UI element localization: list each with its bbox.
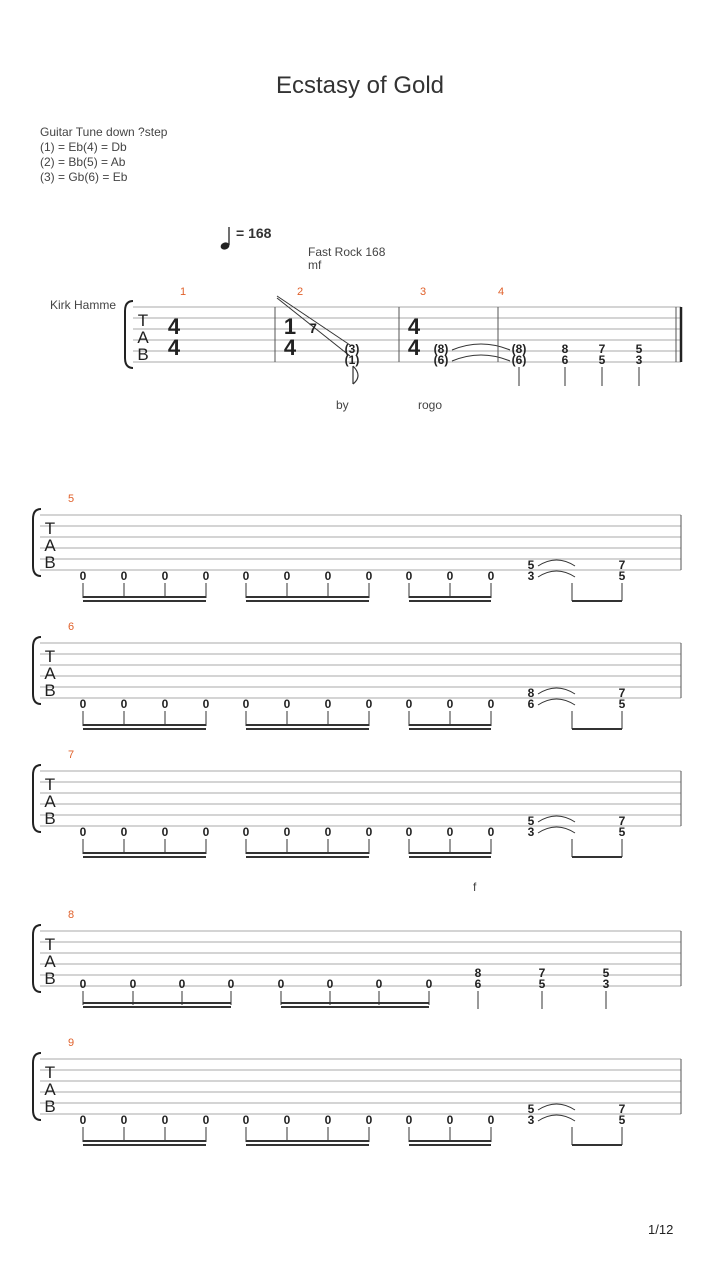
tab-note: 0 — [326, 977, 334, 991]
tab-note: 0 — [202, 825, 210, 839]
tab-note: (6) — [433, 353, 449, 367]
tab-note: 0 — [446, 1113, 454, 1127]
tab-note: 7 — [618, 814, 626, 828]
tab-note: 7 — [618, 686, 626, 700]
tab-note: 0 — [365, 697, 373, 711]
tie-arc — [538, 827, 575, 833]
tab-note: 0 — [324, 569, 332, 583]
clef-letter: T — [44, 935, 56, 954]
tab-note: 0 — [202, 697, 210, 711]
quarter-note-icon — [220, 227, 231, 251]
clef-letter: T — [44, 519, 56, 538]
tab-note: 0 — [283, 1113, 291, 1127]
staff-brace — [33, 1053, 41, 1120]
tab-note: 0 — [79, 697, 87, 711]
tab-note: 0 — [161, 825, 169, 839]
clef-letter: T — [44, 1063, 56, 1082]
tab-note: 5 — [538, 977, 546, 991]
tie-arc — [538, 560, 575, 566]
style-text: Fast Rock 168 — [308, 245, 386, 259]
clef-letter: T — [137, 311, 149, 330]
measure-number: 4 — [497, 286, 505, 298]
tab-note: 0 — [375, 977, 383, 991]
tuning-line: (2) = Bb(5) = Ab — [40, 155, 126, 169]
clef-letter: A — [137, 328, 149, 347]
tab-note: 0 — [324, 825, 332, 839]
tab-note: 0 — [120, 825, 128, 839]
tab-note: 0 — [202, 569, 210, 583]
page-number: 1/12 — [648, 1222, 674, 1237]
clef-letter: B — [44, 553, 56, 572]
tab-note: 5 — [598, 353, 606, 367]
tab-note: (3) — [344, 342, 360, 356]
tab-note: 6 — [474, 977, 482, 991]
tab-note: 0 — [446, 825, 454, 839]
tab-note: 0 — [446, 697, 454, 711]
tab-note: 3 — [602, 977, 610, 991]
tab-note: 3 — [527, 1113, 535, 1127]
tab-note: 0 — [120, 1113, 128, 1127]
staff-brace — [33, 637, 41, 704]
measure-number: 9 — [67, 1037, 75, 1049]
measure-number: 8 — [67, 909, 75, 921]
tab-note: 0 — [161, 697, 169, 711]
tab-note: 0 — [227, 977, 235, 991]
staff-brace — [125, 301, 133, 368]
tab-note: 5 — [527, 1102, 535, 1116]
tab-note: 0 — [365, 569, 373, 583]
clef-letter: A — [44, 664, 56, 683]
clef-letter: A — [44, 1080, 56, 1099]
tab-note: 0 — [242, 569, 250, 583]
tab-note: 0 — [79, 825, 87, 839]
tie-arc — [538, 1115, 575, 1121]
tab-note: 0 — [425, 977, 433, 991]
tab-note: 0 — [324, 1113, 332, 1127]
tab-note: 7 — [598, 342, 606, 356]
tab-note: 8 — [527, 686, 535, 700]
tab-note: 0 — [405, 569, 413, 583]
tab-note: 5 — [618, 1113, 626, 1127]
tuning-line: (1) = Eb(4) = Db — [40, 140, 127, 154]
tie-arc — [538, 699, 575, 705]
tab-note: 0 — [283, 569, 291, 583]
tab-note: 7 — [538, 966, 546, 980]
tab-note: (8) — [511, 342, 527, 356]
tab-note: 3 — [527, 825, 535, 839]
clef-letter: B — [44, 969, 56, 988]
time-signature: 4 — [407, 314, 421, 339]
measure-number: 7 — [67, 749, 75, 761]
tab-note: 5 — [618, 569, 626, 583]
tab-note: 0 — [79, 1113, 87, 1127]
tab-note: 0 — [277, 977, 285, 991]
tie-arc — [538, 688, 575, 694]
clef-letter: T — [44, 775, 56, 794]
tab-note: 0 — [79, 569, 87, 583]
tab-note: 6 — [561, 353, 569, 367]
measure-number: 6 — [67, 621, 75, 633]
measure-number: 3 — [419, 286, 427, 298]
tie-arc — [452, 344, 510, 350]
staff-brace — [33, 765, 41, 832]
tab-note: 0 — [129, 977, 137, 991]
tab-note: 0 — [283, 825, 291, 839]
time-signature: 4 — [407, 335, 421, 360]
tab-note: 0 — [242, 825, 250, 839]
song-title: Ecstasy of Gold — [275, 72, 445, 99]
tab-note: 0 — [120, 697, 128, 711]
lyric-text: by — [336, 398, 349, 412]
tab-note: 0 — [405, 697, 413, 711]
tab-note: 0 — [161, 1113, 169, 1127]
clef-letter: T — [44, 647, 56, 666]
track-name: Kirk Hamme — [50, 298, 117, 312]
measure-number: 2 — [296, 286, 304, 298]
tab-note: 5 — [527, 814, 535, 828]
tie-arc — [452, 355, 510, 361]
tab-note: 0 — [487, 825, 495, 839]
tab-note: 0 — [79, 977, 87, 991]
clef-letter: A — [44, 536, 56, 555]
lyric-text: rogo — [418, 398, 443, 412]
tab-note: 7 — [618, 1102, 626, 1116]
clef-letter: A — [44, 792, 56, 811]
tab-note: 5 — [635, 342, 643, 356]
tab-note: 8 — [561, 342, 569, 356]
tab-note: 0 — [487, 1113, 495, 1127]
clef-letter: A — [44, 952, 56, 971]
clef-letter: B — [137, 345, 149, 364]
clef-letter: B — [44, 1097, 56, 1116]
tab-note: 0 — [242, 1113, 250, 1127]
tab-note: 0 — [202, 1113, 210, 1127]
tab-note: (1) — [344, 353, 360, 367]
staff-brace — [33, 509, 41, 576]
tab-note: 3 — [635, 353, 643, 367]
tab-note: 6 — [527, 697, 535, 711]
tab-note: 0 — [405, 1113, 413, 1127]
time-signature: 4 — [167, 335, 181, 360]
tab-note: 0 — [487, 697, 495, 711]
tab-note: 7 — [618, 558, 626, 572]
tab-note: 0 — [283, 697, 291, 711]
tuning-line: (3) = Gb(6) = Eb — [40, 170, 128, 184]
tab-note: 0 — [324, 697, 332, 711]
tab-note: (6) — [511, 353, 527, 367]
staff-brace — [33, 925, 41, 992]
tab-note: 5 — [527, 558, 535, 572]
tab-note: 5 — [602, 966, 610, 980]
tempo-value: = 168 — [236, 225, 272, 241]
dynamic-marking: mf — [308, 258, 322, 272]
tab-note: 0 — [446, 569, 454, 583]
tab-note: 7 — [309, 320, 317, 336]
measure-number: 1 — [179, 286, 187, 298]
measure-number: 5 — [67, 493, 75, 505]
tab-note: 0 — [487, 569, 495, 583]
tab-note: 5 — [618, 697, 626, 711]
time-signature: 4 — [283, 335, 297, 360]
tab-note: 0 — [405, 825, 413, 839]
dynamic-marking: f — [473, 880, 477, 894]
tab-note: 0 — [161, 569, 169, 583]
note-stem — [353, 366, 358, 384]
tab-note: 0 — [178, 977, 186, 991]
tab-note: (8) — [433, 342, 449, 356]
tab-note: 0 — [120, 569, 128, 583]
tuning-header: Guitar Tune down ?step — [40, 125, 168, 139]
tie-arc — [538, 571, 575, 577]
tab-note: 0 — [365, 1113, 373, 1127]
tab-note: 3 — [527, 569, 535, 583]
tab-note: 0 — [242, 697, 250, 711]
tie-arc — [538, 1104, 575, 1110]
tie-arc — [538, 816, 575, 822]
tab-note: 5 — [618, 825, 626, 839]
clef-letter: B — [44, 681, 56, 700]
time-signature: 4 — [167, 314, 181, 339]
clef-letter: B — [44, 809, 56, 828]
tab-note: 8 — [474, 966, 482, 980]
time-signature: 1 — [283, 314, 297, 339]
tab-note: 0 — [365, 825, 373, 839]
